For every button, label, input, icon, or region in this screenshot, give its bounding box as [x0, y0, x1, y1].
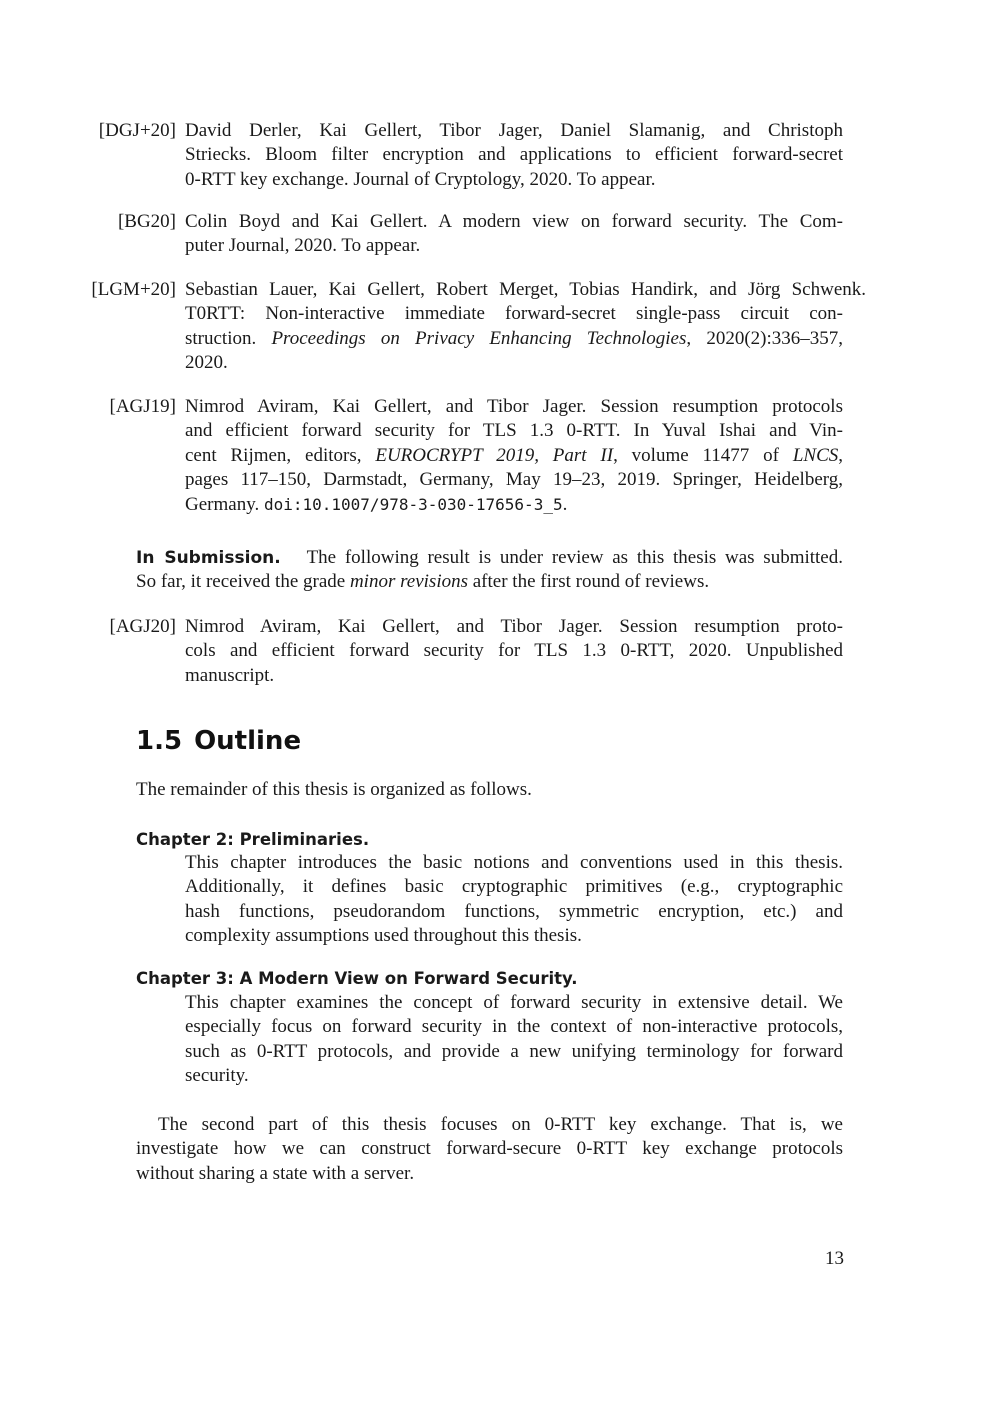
reference-line: 2020. — [185, 352, 228, 374]
reference-line: puter Journal, 2020. To appear. — [185, 235, 421, 257]
description-line: Additionally, it defines basic cryptographic primitives (e.g., cryptographic — [185, 876, 843, 898]
description-line: especially focus on forward security in the context of non-interactive protocols, — [185, 1016, 843, 1038]
reference-key: [DGJ+20] — [98, 120, 176, 141]
paragraph-line: investigate how we can construct forward-secure 0-RTT key exchange protocols — [136, 1138, 843, 1160]
section-intro — [136, 778, 843, 802]
run-in-heading: In Submission. — [136, 548, 281, 568]
in-submission-paragraph — [136, 546, 843, 595]
reference-line: cent Rijmen, editors, EUROCRYPT 2019, Part II, volume 11477 of LNCS, — [185, 444, 844, 466]
reference-line: Nimrod Aviram, Kai Gellert, and Tibor Jager. Session resumption protocols — [185, 396, 843, 417]
chapter-description — [185, 851, 843, 949]
reference-line: 0-RTT key exchange. Journal of Cryptology, 2020. To appear. — [185, 168, 656, 190]
reference-line: David Derler, Kai Gellert, Tibor Jager, Daniel Slamanig, and Christoph — [185, 120, 843, 141]
reference-entry — [60, 615, 843, 688]
chapter-heading: Chapter 3: A Modern View on Forward Security. — [136, 969, 578, 988]
journal-title: Proceedings on Privacy Enhancing Technologies — [271, 327, 687, 349]
reference-line: Nimrod Aviram, Kai Gellert, and Tibor Jager. Session resumption proto- — [185, 616, 843, 637]
reference-line: and efficient forward security for TLS 1.3 0-RTT. In Yuval Ishai and Vin- — [185, 420, 843, 442]
chapter-heading: Chapter 2: Preliminaries. — [136, 830, 370, 849]
reference-entry — [60, 395, 843, 517]
reference-line: pages 117–150, Darmstadt, Germany, May 19–23, 2019. Springer, Heidelberg, — [185, 469, 843, 491]
reference-line: Germany. doi:10.1007/978-3-030-17656-3_5. — [185, 493, 568, 515]
reference-key: [AGJ19] — [109, 396, 176, 417]
paragraph-line: In Submission. The following result is under review as this thesis was submitted. — [136, 547, 843, 568]
section-number: 1.5 — [136, 726, 183, 756]
description-line: complexity assumptions used throughout this thesis. — [185, 925, 582, 947]
reference-key: [LGM+20] — [91, 279, 176, 300]
reference-line: Colin Boyd and Kai Gellert. A modern view on forward security. The Com- — [185, 211, 843, 232]
proceedings-title: EUROCRYPT 2019, Part II — [375, 444, 614, 466]
page-number: 13 — [825, 1248, 844, 1269]
reference-line: manuscript. — [185, 664, 275, 686]
paragraph-line: So far, it received the grade minor revisions after the first round of reviews. — [136, 571, 710, 593]
description-line: such as 0-RTT protocols, and provide a new unifying terminology for forward — [185, 1040, 843, 1062]
paragraph-line: The second part of this thesis focuses on 0-RTT key exchange. That is, we — [158, 1114, 843, 1135]
description-line: This chapter introduces the basic notions and conventions used in this thesis. — [185, 852, 843, 873]
description-line: hash functions, pseudorandom functions, symmetric encryption, etc.) and — [185, 900, 843, 922]
section-title: Outline — [194, 726, 302, 756]
paragraph-line: without sharing a state with a server. — [136, 1162, 415, 1184]
reference-line: Sebastian Lauer, Kai Gellert, Robert Merget, Tobias Handirk, and Jörg Schwenk. — [185, 279, 866, 300]
reference-entry — [60, 119, 843, 192]
reference-key: [BG20] — [117, 211, 176, 232]
chapter-description — [185, 991, 843, 1089]
reference-line: cols and efficient forward security for TLS 1.3 0-RTT, 2020. Unpublished — [185, 640, 843, 662]
series-title: LNCS — [792, 444, 839, 466]
reference-line: T0RTT: Non-interactive immediate forward-secret single-pass circuit con- — [185, 303, 843, 325]
section-heading — [136, 724, 301, 758]
reference-entry — [60, 210, 843, 259]
reference-line: Striecks. Bloom filter encryption and applications to efficient forward-secret — [185, 144, 843, 166]
reference-line: struction. Proceedings on Privacy Enhancing Technologies, 2020(2):336–357, — [185, 327, 844, 349]
reference-key: [AGJ20] — [109, 616, 176, 637]
doi-link[interactable]: doi:10.1007/978-3-030-17656-3_5 — [263, 494, 563, 514]
emphasis: minor revisions — [349, 571, 468, 593]
description-line: security. — [185, 1065, 249, 1087]
closing-paragraph — [136, 1113, 843, 1186]
reference-entry — [60, 278, 866, 376]
paragraph-line: The remainder of this thesis is organized as follows. — [136, 779, 532, 800]
description-line: This chapter examines the concept of forward security in extensive detail. We — [185, 992, 843, 1013]
